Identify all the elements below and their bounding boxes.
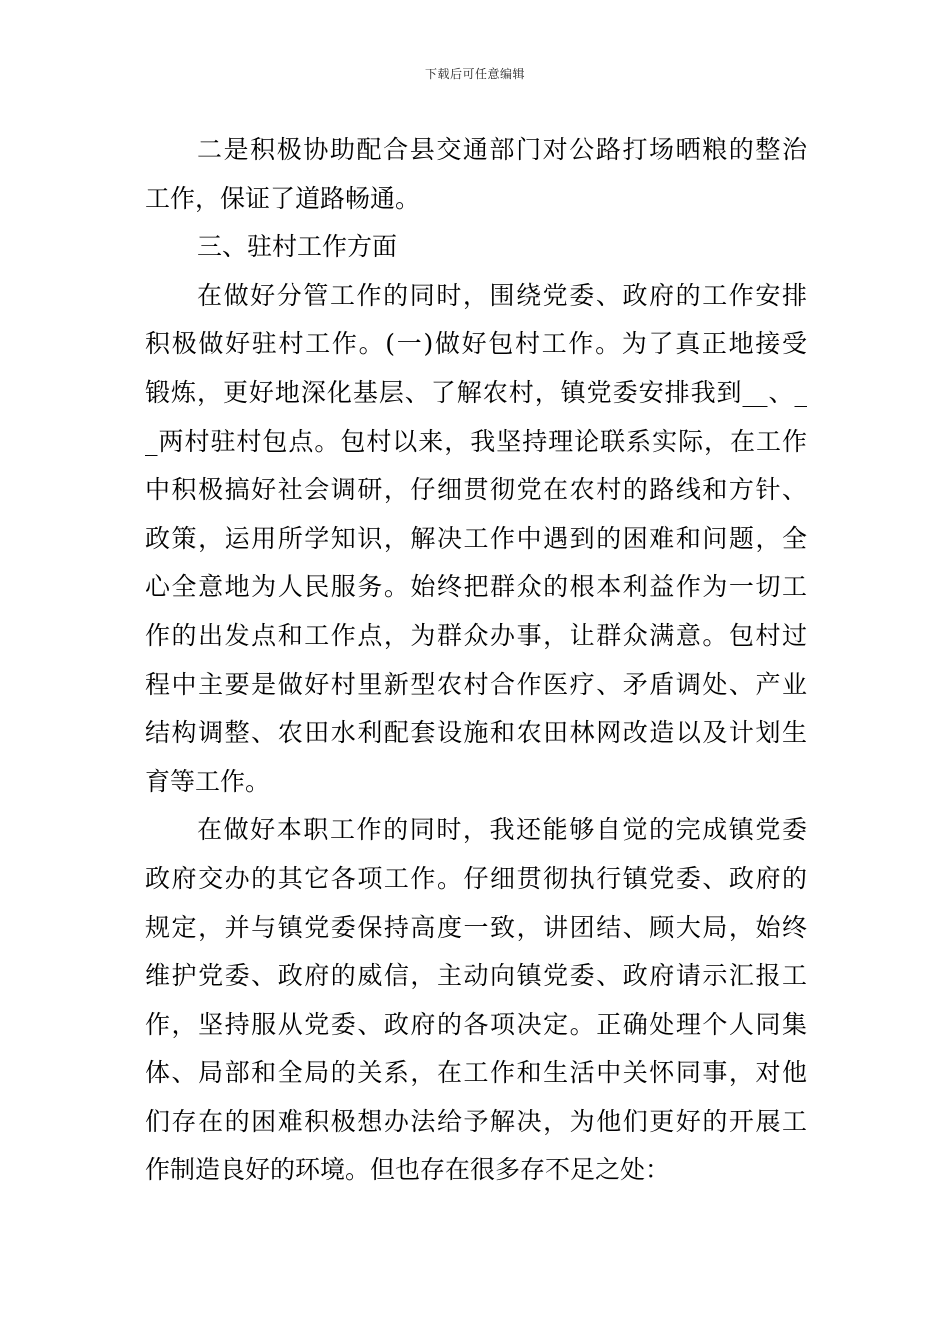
header-note: 下载后可任意编辑 — [424, 67, 525, 81]
text-line: 在做好本职工作的同时，我还能够自觉的完成镇党委 — [197, 815, 807, 845]
text-line: 锻炼，更好地深化基层、了解农村，镇党委安排我到__、_ — [145, 377, 807, 407]
text-line: 工作，保证了道路畅通。 — [145, 183, 421, 213]
text-line: 政府交办的其它各项工作。仔细贯彻执行镇党委、政府的 — [145, 863, 807, 893]
text-line: 维护党委、政府的威信，主动向镇党委、政府请示汇报工 — [145, 961, 807, 991]
text-line: _两村驻村包点。包村以来，我坚持理论联系实际，在工作 — [145, 426, 807, 456]
text-line: 体、局部和全局的关系，在工作和生活中关怀同事，对他 — [145, 1058, 807, 1088]
text-line: 结构调整、农田水利配套设施和农田林网改造以及计划生 — [145, 718, 807, 748]
text-line: 作，坚持服从党委、政府的各项决定。正确处理个人同集 — [145, 1009, 807, 1039]
section-heading: 三、驻村工作方面 — [197, 232, 398, 262]
text-line: 程中主要是做好村里新型农村合作医疗、矛盾调处、产业 — [145, 669, 807, 699]
text-line: 育等工作。 — [145, 766, 271, 796]
document-body — [145, 126, 807, 1195]
text-line: 心全意地为人民服务。始终把群众的根本利益作为一切工 — [145, 572, 807, 602]
text-line: 积极做好驻村工作。(一)做好包村工作。为了真正地接受 — [145, 329, 807, 359]
text-line: 中积极搞好社会调研，仔细贯彻党在农村的路线和方针、 — [145, 475, 807, 505]
text-line: 政策，运用所学知识，解决工作中遇到的困难和问题，全 — [145, 523, 807, 553]
text-line: 们存在的困难积极想办法给予解决，为他们更好的开展工 — [145, 1106, 807, 1136]
text-line: 在做好分管工作的同时，围绕党委、政府的工作安排 — [197, 280, 807, 310]
text-line: 二是积极协助配合县交通部门对公路打场晒粮的整治 — [197, 135, 807, 164]
text-line: 作制造良好的环境。但也存在很多存不足之处： — [145, 1155, 671, 1185]
text-line: 作的出发点和工作点，为群众办事，让群众满意。包村过 — [145, 620, 807, 650]
text-line: 规定，并与镇党委保持高度一致，讲团结、顾大局，始终 — [145, 912, 807, 942]
